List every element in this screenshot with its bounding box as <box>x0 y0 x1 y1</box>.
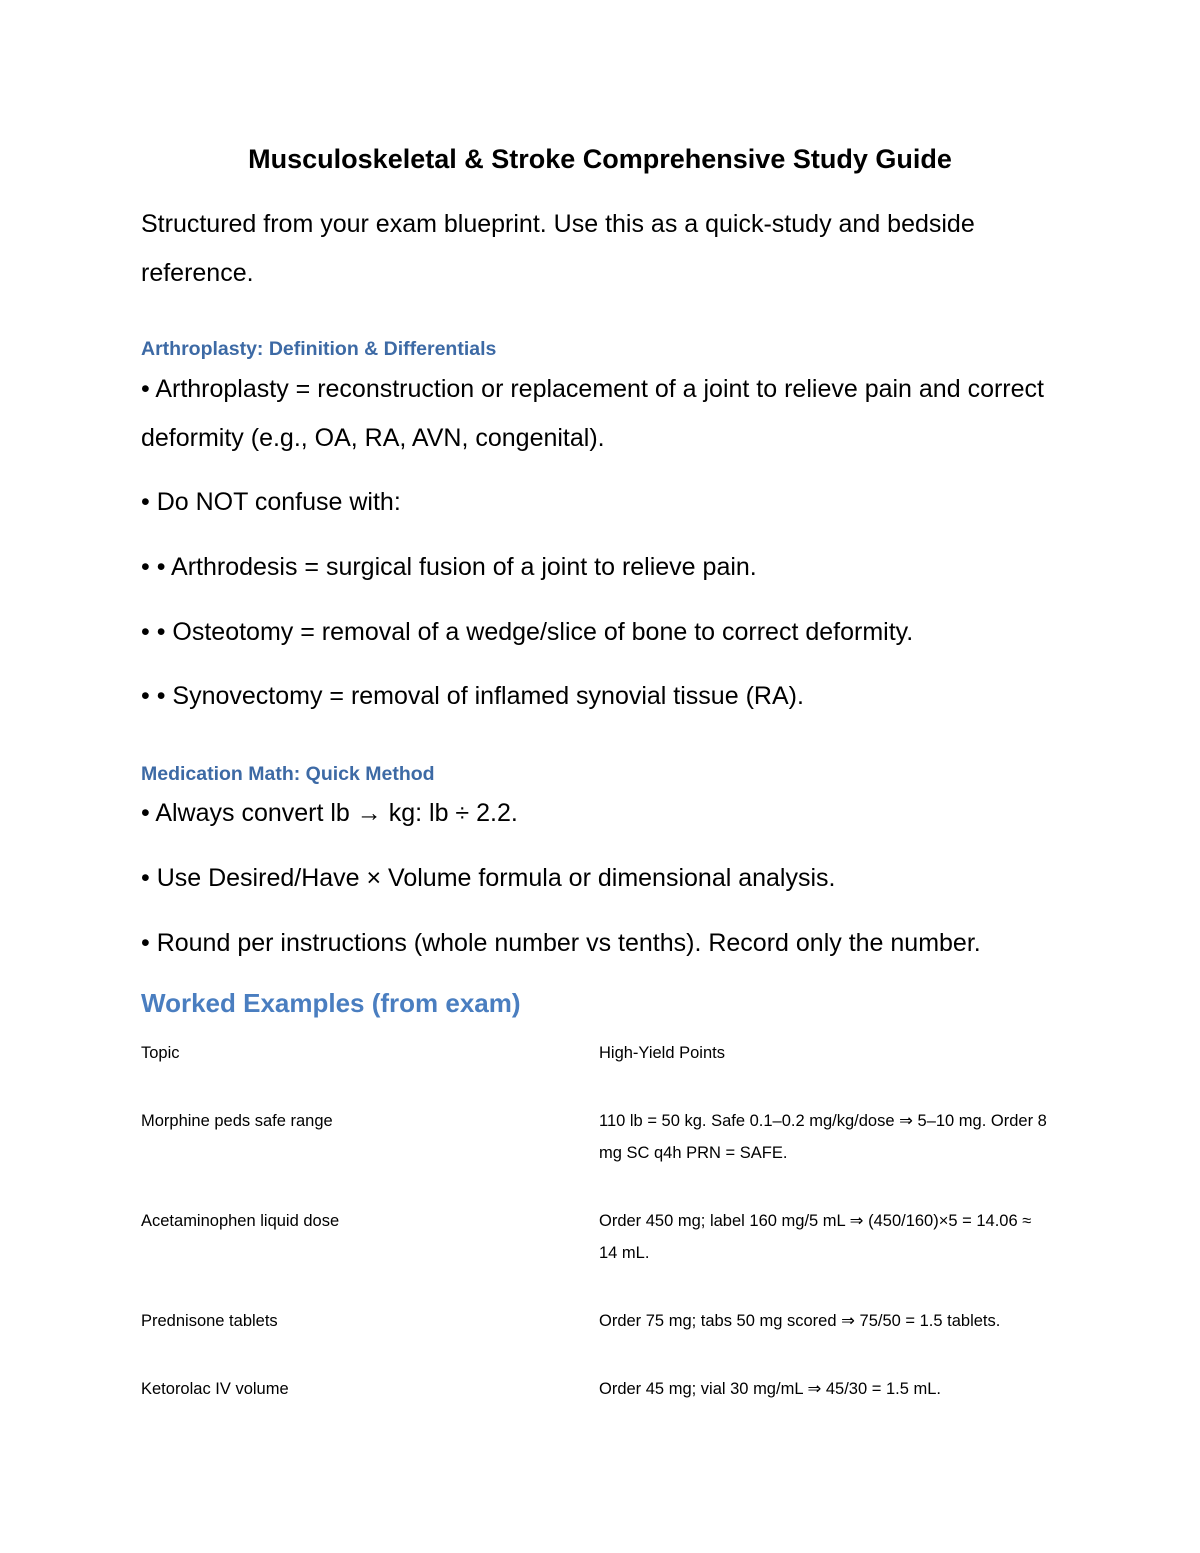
table-header-points: High-Yield Points <box>599 1044 725 1062</box>
table-cell-topic: Acetaminophen liquid dose <box>141 1212 340 1230</box>
table-header-topic: Topic <box>141 1044 180 1062</box>
table-cell-topic: Ketorolac IV volume <box>141 1380 289 1398</box>
bullet-arthrodesis: • • Arthrodesis = surgical fusion of a joint to relieve pain. <box>141 553 757 581</box>
bullet-desired-have: • Use Desired/Have × Volume formula or dimensional analysis. <box>141 864 836 892</box>
bullet-convert-lb-kg: • Always convert lb → kg: lb ÷ 2.2. <box>141 799 518 827</box>
table-cell-points: Order 45 mg; vial 30 mg/mL ⇒ 45/30 = 1.5 mL. <box>599 1380 941 1398</box>
bullet-round-per-instructions: • Round per instructions (whole number vs tenths). Record only the number. <box>141 929 981 957</box>
table-cell-topic: Prednisone tablets <box>141 1312 278 1330</box>
table-cell-points: Order 75 mg; tabs 50 mg scored ⇒ 75/50 = 1.5 tablets. <box>599 1312 1001 1330</box>
bullet-synovectomy: • • Synovectomy = removal of inflamed synovial tissue (RA). <box>141 682 804 710</box>
bullet-arthroplasty-definition: • Arthroplasty = reconstruction or replacement of a joint to relieve pain and correct deformity (e.g., OA, RA, AVN, congenital). <box>141 375 1044 452</box>
table-cell-topic: Morphine peds safe range <box>141 1112 333 1130</box>
table-cell-points: 110 lb = 50 kg. Safe 0.1–0.2 mg/kg/dose ⇒ 5–10 mg. Order 8 mg SC q4h PRN = SAFE. <box>599 1112 1047 1162</box>
page-title: Musculoskeletal & Stroke Comprehensive Study Guide <box>248 144 952 174</box>
section-heading-med-math: Medication Math: Quick Method <box>141 763 435 785</box>
section-heading-arthroplasty: Arthroplasty: Definition & Differentials <box>141 338 497 360</box>
bullet-osteotomy: • • Osteotomy = removal of a wedge/slice of bone to correct deformity. <box>141 618 914 646</box>
table-cell-points: Order 450 mg; label 160 mg/5 mL ⇒ (450/160)×5 = 14.06 ≈ 14 mL. <box>599 1212 1032 1262</box>
bullet-do-not-confuse: • Do NOT confuse with: <box>141 488 401 516</box>
intro-paragraph: Structured from your exam blueprint. Use this as a quick-study and bedside reference. <box>141 210 975 287</box>
section-heading-worked-examples: Worked Examples (from exam) <box>141 988 521 1018</box>
